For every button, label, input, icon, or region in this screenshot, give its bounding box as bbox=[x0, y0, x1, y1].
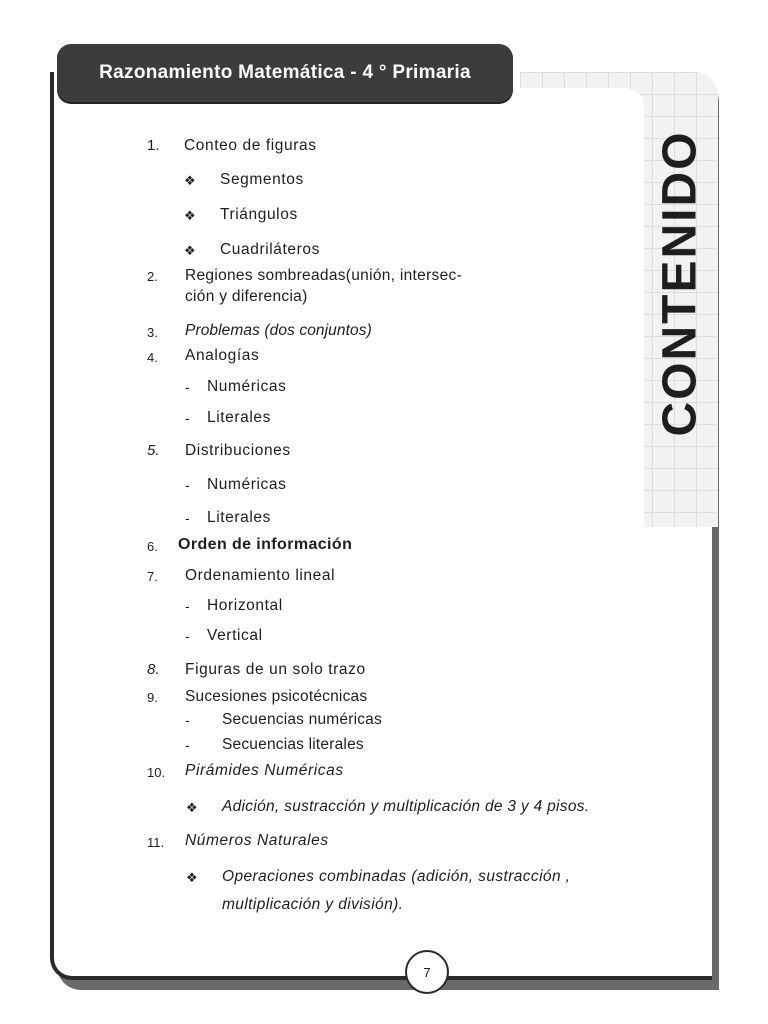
toc-subitem: Vertical bbox=[207, 627, 263, 644]
toc-item-label-continued: ción y diferencia) bbox=[185, 288, 308, 305]
dash-bullet: - bbox=[185, 410, 190, 426]
toc-subitem: Adición, sustracción y multiplicación de 3 y 4 pisos. bbox=[222, 798, 590, 815]
toc-subitem: Horizontal bbox=[207, 597, 283, 614]
dash-bullet: - bbox=[185, 598, 190, 614]
item-number: 8. bbox=[147, 661, 160, 678]
dash-bullet: - bbox=[185, 737, 190, 753]
page-number: 7 bbox=[423, 964, 431, 980]
item-number: 11. bbox=[147, 835, 165, 850]
toc-item-label: Ordenamiento lineal bbox=[185, 567, 336, 584]
diamond-bullet-icon: ❖ bbox=[184, 208, 196, 223]
toc-item-label: Regiones sombreadas(unión, intersec- bbox=[185, 267, 463, 284]
dash-bullet: - bbox=[185, 510, 190, 526]
item-number: 6. bbox=[147, 539, 158, 554]
side-title: CONTENIDO bbox=[653, 130, 707, 436]
toc-item-label: Problemas (dos conjuntos) bbox=[185, 322, 372, 339]
diamond-bullet-icon: ❖ bbox=[186, 800, 198, 815]
toc-item-label: Sucesiones psicotécnicas bbox=[185, 688, 368, 705]
toc-item-label: Distribuciones bbox=[185, 442, 291, 459]
page-title: Razonamiento Matemática - 4 ° Primaria bbox=[99, 62, 471, 83]
item-number: 1. bbox=[147, 137, 160, 154]
item-number: 2. bbox=[147, 269, 158, 284]
dash-bullet: - bbox=[185, 477, 190, 493]
item-number: 3. bbox=[147, 325, 158, 340]
toc-subitem: Literales bbox=[207, 409, 271, 426]
toc-subitem-continued: multiplicación y división). bbox=[222, 896, 404, 913]
toc-subitem: Segmentos bbox=[220, 171, 304, 188]
diamond-bullet-icon: ❖ bbox=[184, 173, 196, 188]
side-title-container bbox=[600, 118, 760, 448]
item-number: 10. bbox=[147, 765, 166, 780]
toc-item-label: Pirámides Numéricas bbox=[185, 762, 344, 779]
dash-bullet: - bbox=[185, 379, 190, 395]
page-number-badge bbox=[405, 950, 449, 994]
toc-subitem: Numéricas bbox=[207, 476, 287, 493]
dash-bullet: - bbox=[185, 712, 190, 728]
dash-bullet: - bbox=[185, 628, 190, 644]
toc-item-label: Conteo de figuras bbox=[184, 137, 317, 154]
toc-subitem: Secuencias numéricas bbox=[222, 711, 382, 728]
toc-subitem: Secuencias literales bbox=[222, 736, 364, 753]
item-number: 7. bbox=[147, 569, 158, 584]
toc-subitem: Triángulos bbox=[220, 206, 298, 223]
toc-item-label: Números Naturales bbox=[185, 832, 329, 849]
header-tab bbox=[57, 44, 513, 102]
item-number: 5. bbox=[147, 442, 160, 459]
toc-subitem: Literales bbox=[207, 509, 271, 526]
diamond-bullet-icon: ❖ bbox=[186, 870, 198, 885]
diamond-bullet-icon: ❖ bbox=[184, 243, 196, 258]
toc-subitem: Operaciones combinadas (adición, sustracción , bbox=[222, 868, 571, 885]
toc-subitem: Numéricas bbox=[207, 378, 287, 395]
toc-subitem: Cuadriláteros bbox=[220, 241, 320, 258]
toc-item-label: Figuras de un solo trazo bbox=[185, 661, 366, 678]
toc-item-label: Orden de información bbox=[178, 536, 353, 553]
toc-item-label: Analogías bbox=[185, 347, 260, 364]
item-number: 9. bbox=[147, 690, 158, 705]
item-number: 4. bbox=[147, 350, 158, 365]
